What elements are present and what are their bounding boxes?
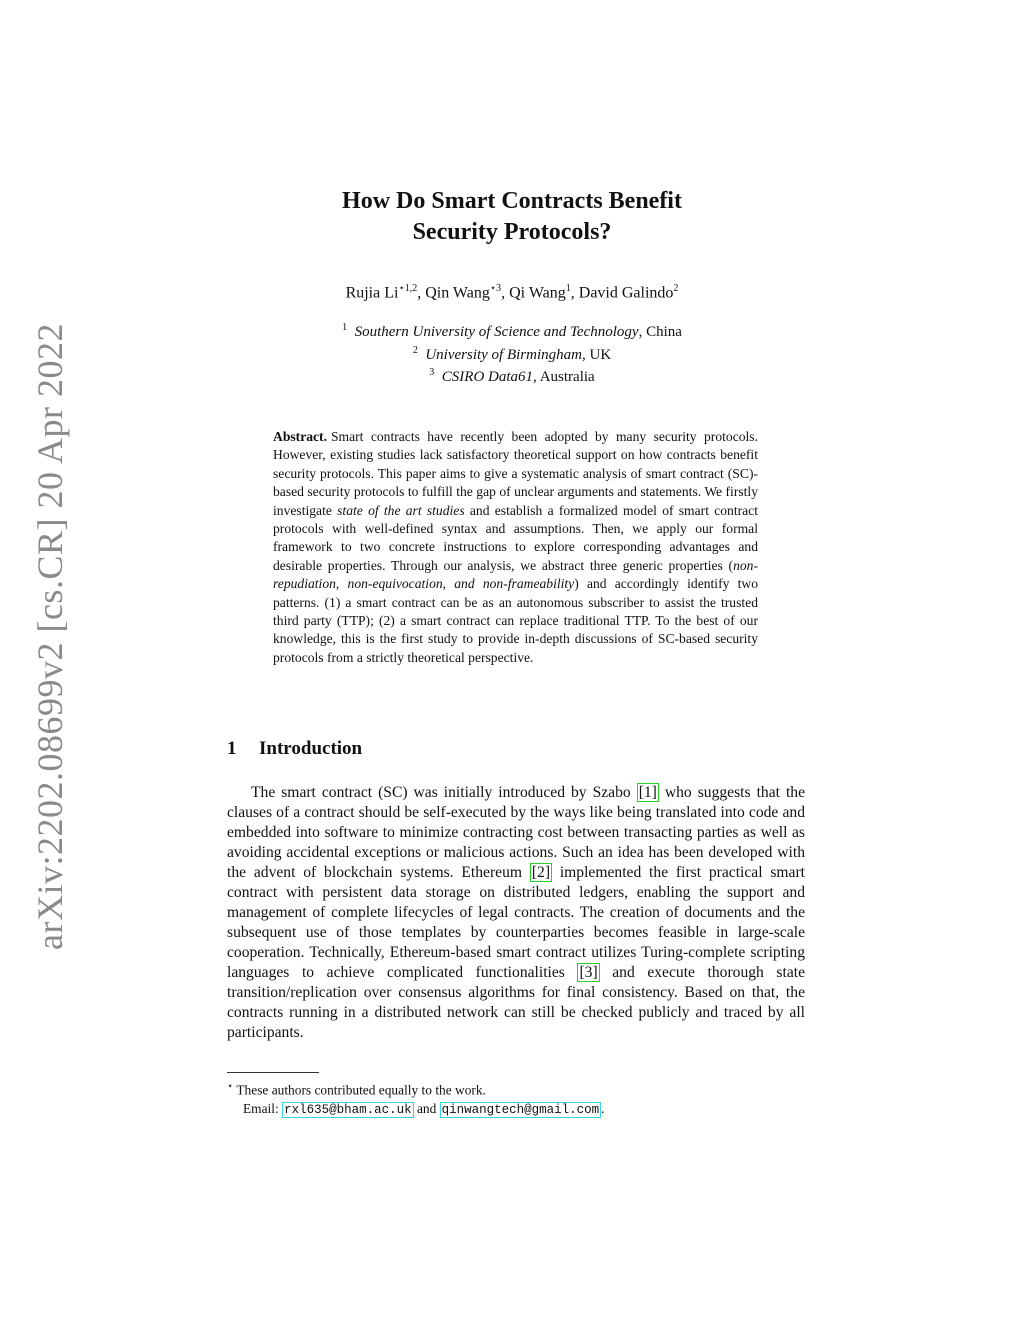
footnote-mark: ⋆	[227, 1081, 234, 1092]
title-line-2: Security Protocols?	[412, 219, 612, 245]
title-line-1: How Do Smart Contracts Benefit	[342, 188, 682, 214]
citation-link[interactable]: [2]	[531, 864, 551, 881]
affiliation-place: , Australia	[533, 369, 595, 385]
abstract-text: ) and accordingly identify two patterns. (1) a smart contract can be as an autonomous subscriber to assist the trusted third party (TTP); (2) a smart contract can replace traditional TTP. To the best of our knowledge, this is the first study to provide in-depth discussions of SC-based security protocols from a strictly theoretical perspective.	[273, 576, 759, 665]
intro-paragraph	[227, 783, 805, 1043]
affiliation-name: University of Birmingham	[425, 346, 582, 363]
citation-link[interactable]: [1]	[638, 784, 657, 801]
affiliation	[0, 364, 1024, 387]
footnote-divider	[227, 1072, 319, 1073]
author-name: David Galindo	[578, 284, 674, 302]
paragraph-text: who suggests that the clauses of a contract should be self-executed by the ways like being translated into code and embedded into software to minimize contracting cost between transacting parties as well as avoiding accidental exceptions or malicious actions. Such an idea has been developed with the advent of blockchain systems. Ethereum	[227, 784, 806, 881]
footnote-email-line	[227, 1099, 605, 1120]
author-mark: ⋆3	[489, 283, 502, 294]
citation-link[interactable]: [3]	[579, 964, 598, 981]
abstract-text: and establish a formalized model of smart contract protocols with well-defined syntax and assumptions. Then, we apply our formal framework to two concrete instructions to explore corresponding advantages and desirable properties. Through our analysis, we abstract three generic properties (	[273, 502, 758, 573]
affiliation-name: CSIRO Data61	[441, 369, 534, 385]
abstract-emphasis: state of the art studies	[337, 502, 465, 518]
section-title: Introduction	[259, 738, 363, 759]
email-link[interactable]: rxl635@bham.ac.uk	[284, 1103, 412, 1118]
affiliation-place: , UK	[581, 346, 612, 363]
author-mark: 2	[673, 283, 679, 294]
affiliation-number: 2	[412, 344, 418, 356]
footnote	[227, 1077, 605, 1120]
paper-title	[0, 186, 1024, 248]
affiliation-place: , China	[638, 324, 682, 340]
abstract-text: Smart contracts have recently been adopted by many security protocols. However, existing studies lack satisfactory theoretical support on how contracts benefit security protocols. This paper aims to give a systematic analysis of smart contract (SC)-based security protocols to fulfill the gap of unclear arguments and statements. We firstly investigate	[273, 429, 758, 518]
author-name: Qin Wang	[425, 284, 490, 302]
email-label: Email:	[243, 1101, 283, 1117]
author-list: Rujia $Li^{⋆1,2}$, Qin Wang$^{⋆3}$, Qi Wang$^1$, David Galindo$^2$	[345, 283, 679, 302]
affiliation	[0, 319, 1024, 342]
email-link[interactable]: qinwangtech@gmail.com	[441, 1103, 600, 1118]
affiliation-number: 3	[429, 367, 435, 378]
abstract	[273, 428, 758, 667]
paragraph-text: and execute thorough state transition/replication over consensus algorithms for final consistency. Based on that, the contracts running in a distributed network can still be checked publicly and traced by all participants.	[227, 964, 805, 1041]
paragraph-text: implemented the first practical smart contract with persistent data storage on distributed ledgers, enabling the support and management of complete lifecycles of legal contracts. The creation of documents and the subsequent use of those templates by counterparties becomes feasible in large-scale cooperation. Technically, Ethereum-based smart contract utilizes Turing-complete scripting languages to achieve complicated functionalities	[227, 864, 805, 981]
affiliation-number: 1	[342, 322, 348, 333]
email-period: .	[601, 1101, 605, 1117]
section-heading	[227, 738, 362, 760]
footnote-line	[227, 1077, 605, 1099]
author-name: Rujia Li	[345, 284, 399, 302]
email-separator: and	[413, 1101, 440, 1117]
arxiv-identifier: arXiv:2202.08699v2 [cs.CR] 20 Apr 2022	[30, 323, 70, 950]
author-mark: 1	[565, 283, 571, 294]
footnote-text: These authors contributed equally to the work.	[236, 1082, 486, 1098]
author-mark: ⋆1,2	[398, 283, 418, 294]
paragraph-text: The smart contract (SC) was initially introduced by Szabo	[251, 784, 637, 801]
section-number: 1	[227, 738, 237, 759]
abstract-emphasis: non-repudiation, non-equivocation, and non-frameability	[273, 557, 758, 592]
affiliation-name: Southern University of Science and Technology	[354, 324, 639, 340]
affiliation	[0, 342, 1024, 365]
abstract-label: Abstract.	[273, 429, 327, 444]
affiliation-list	[0, 319, 1024, 387]
author-name: Qi Wang	[509, 284, 566, 302]
